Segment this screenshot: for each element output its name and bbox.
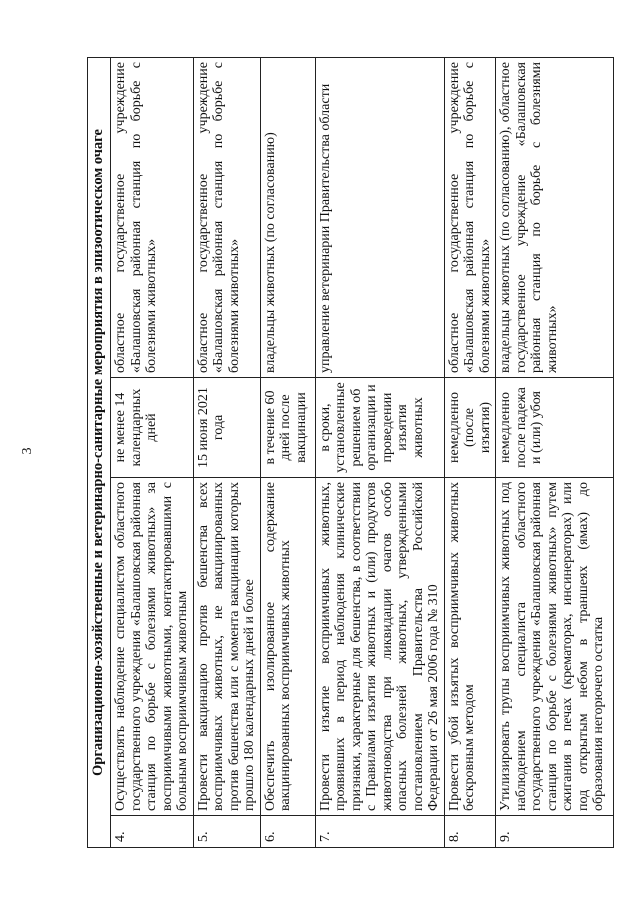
term-text: 15 июня 2021 года (193, 378, 260, 478)
term-text: немедленно после падежа и (или) убоя (496, 378, 614, 478)
term-text: немедленно (после изъятия) (444, 378, 496, 478)
table-row (496, 58, 614, 848)
term-text: не менее 14 календарных дней (111, 378, 194, 478)
row-number: 8. (444, 816, 496, 848)
measure-text: Обеспечить изолированное содержание вакцинированных восприимчивых животных (260, 478, 315, 816)
responsible-text: областное государственное учреждение «Балашовская районная станция по борьбе с болезнями животных» (111, 58, 194, 378)
row-number: 6. (260, 816, 315, 848)
table-row (111, 58, 194, 848)
table-row (260, 58, 315, 848)
row-number: 5. (193, 816, 260, 848)
measure-text: Осуществлять наблюдение специалистом областного государственного учреждения «Балашовская районная станция по борьбе с болезнями животных» за восприимчивыми животными, контактировавшими с больным восприимчивым животным (111, 478, 194, 816)
measure-text: Провести изъятие восприимчивых животных, проявивших в период наблюдения клинические признаки, характерные для бешенства, в соответствии с Правилами изъятия животных и (или) продуктов животноводства при ликвидации очагов особо опасных болезней животных, утвержденными постановлением Правительства Российской Федерации от 26 мая 2006 года № 310 (315, 478, 444, 816)
measure-text: Утилизировать трупы восприимчивых животных под наблюдением специалиста областного государственного учреждения «Балашовская районная станция по борьбе с болезнями животных» путем сжигания в печах (крематорах, инсинераторах) или под открытым небом в траншеях (ямах) до образования негорючего остатка (496, 478, 614, 816)
row-number: 7. (315, 816, 444, 848)
responsible-text: владельцы животных (по согласованию), областное государственное учреждение «Балашовская районная станция по борьбе с болезнями животных» (496, 58, 614, 378)
section-title: Организационно-хозяйственные и ветеринарно-санитарные мероприятия в эпизоотическом очаге (88, 58, 111, 848)
table-row (444, 58, 496, 848)
rotated-page-content (87, 58, 606, 848)
page-number: 3 (20, 447, 35, 455)
table-row (193, 58, 260, 848)
term-text: в течение 60 дней после вакцинации (260, 378, 315, 478)
responsible-text: областное государственное учреждение «Балашовская районная станция по борьбе с болезнями животных» (193, 58, 260, 378)
term-text: в сроки, установленные решением об организации и проведении изъятия животных (315, 378, 444, 478)
responsible-text: владельцы животных (по согласованию) (260, 58, 315, 378)
table-row (315, 58, 444, 848)
responsible-text: управление ветеринарии Правительства области (315, 58, 444, 378)
measure-text: Провести вакцинацию против бешенства всех восприимчивых животных, не вакцинированных против бешенства или с момента вакцинации которых прошло 180 календарных дней и более (193, 478, 260, 816)
measure-text: Провести убой изъятых восприимчивых животных бескровным методом (444, 478, 496, 816)
row-number: 4. (111, 816, 194, 848)
section-header-row (88, 58, 111, 848)
measures-table (87, 57, 614, 848)
responsible-text: областное государственное учреждение «Балашовская районная станция по борьбе с болезнями животных» (444, 58, 496, 378)
row-number: 9. (496, 816, 614, 848)
